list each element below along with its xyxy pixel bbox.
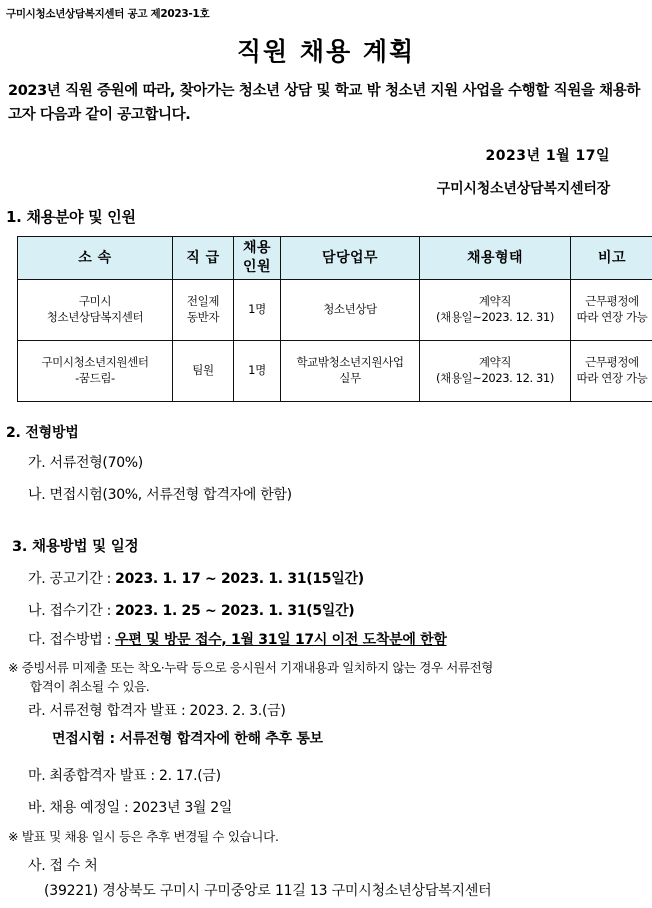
section3-item-b-value: 2023. 1. 25 ~ 2023. 1. 31(5일간) xyxy=(115,603,355,619)
section3-note-2: ※ 발표 및 채용 일시 등은 추후 변경될 수 있습니다. xyxy=(8,829,279,844)
section3-item-d-interview: 면접시험 : 서류전형 합격자에 한해 추후 통보 xyxy=(52,731,323,747)
cell-affiliation-line2: -꿈드림- xyxy=(75,371,115,385)
cell-affiliation xyxy=(18,341,173,402)
column-header-count-line2: 인원 xyxy=(242,259,272,275)
cell-count: 1명 xyxy=(234,341,281,402)
cell-duty xyxy=(281,341,420,402)
column-header-rank: 직 급 xyxy=(173,237,234,280)
column-header-duty: 담당업무 xyxy=(281,237,420,280)
cell-type xyxy=(420,280,571,341)
table-header xyxy=(18,237,652,280)
cell-type-line1: 계약직 xyxy=(478,355,512,370)
issuing-organization: 구미시청소년상담복지센터장 xyxy=(436,181,610,197)
issue-date: 2023년 1월 17일 xyxy=(485,148,610,164)
section3-item-d: 라. 서류전형 합격자 발표 : 2023. 2. 3.(금) xyxy=(28,703,286,719)
cell-affiliation-line1: 구미시 xyxy=(78,294,112,309)
cell-affiliation-line1: 구미시청소년지원센터 xyxy=(41,355,149,370)
section3-address: (39221) 경상북도 구미시 구미중앙로 11길 13 구미시청소년상담복지센터 xyxy=(44,883,492,899)
section3-title: 3. 채용방법 및 일정 xyxy=(12,539,139,555)
section3-item-c-value: 우편 및 방문 접수, 1월 31일 17시 이전 도착분에 한함 xyxy=(115,632,447,648)
section3-item-g: 사. 접 수 처 xyxy=(28,858,98,874)
cell-rank: 팀원 xyxy=(173,341,234,402)
section3-note-1-line1: ※ 증빙서류 미제출 또는 착오·누락 등으로 응시원서 기재내용과 일치하지 않는 경우 서류전형 xyxy=(8,660,493,675)
cell-note xyxy=(571,280,652,341)
section3-note-1-line2: 합격이 취소될 수 있음. xyxy=(30,678,150,694)
table-header-row xyxy=(18,237,652,280)
cell-note-line1: 근무평정에 xyxy=(585,355,639,370)
cell-note xyxy=(571,341,652,402)
section2-item-a: 가. 서류전형(70%) xyxy=(28,455,143,471)
header-notice-number: 구미시청소년상담복지센터 공고 제2023-1호 xyxy=(6,8,210,20)
cell-rank-line1: 전일제 xyxy=(186,294,220,309)
cell-note-line2: 따라 연장 가능 xyxy=(576,310,648,324)
cell-note-line1: 근무평정에 xyxy=(585,294,639,309)
section3-item-c-label: 다. 접수방법 : xyxy=(28,632,116,648)
cell-note-line2: 따라 연장 가능 xyxy=(576,371,648,385)
cell-count: 1명 xyxy=(234,280,281,341)
table-body xyxy=(18,280,652,402)
section2-item-b: 나. 면접시험(30%, 서류전형 합격자에 한함) xyxy=(28,487,292,503)
section1-title: 1. 채용분야 및 인원 xyxy=(6,208,136,226)
section2-title: 2. 전형방법 xyxy=(6,425,79,441)
cell-affiliation xyxy=(18,280,173,341)
cell-rank-line2: 동반자 xyxy=(186,310,220,324)
column-header-affiliation: 소 속 xyxy=(18,237,173,280)
column-header-count xyxy=(234,237,281,280)
cell-type-line2: (채용일~2023. 12. 31) xyxy=(436,371,554,385)
table-row xyxy=(18,341,652,402)
intro-paragraph: 2023년 직원 증원에 따라, 찾아가는 청소년 상담 및 학교 밖 청소년 지원 사업을 수행할 직원을 채용하고자 다음과 같이 공고합니다. xyxy=(8,83,640,123)
cell-type xyxy=(420,341,571,402)
cell-type-line2: (채용일~2023. 12. 31) xyxy=(436,310,554,324)
recruitment-table xyxy=(17,236,652,402)
column-header-type: 채용형태 xyxy=(420,237,571,280)
section3-note-1 xyxy=(8,659,644,697)
section3-item-a xyxy=(28,568,364,588)
cell-rank xyxy=(173,280,234,341)
section3-item-a-value: 2023. 1. 17 ~ 2023. 1. 31(15일간) xyxy=(115,571,364,587)
section3-item-b xyxy=(28,600,354,620)
section3-item-b-label: 나. 접수기간 : xyxy=(28,603,116,619)
page-title: 직원 채용 계획 xyxy=(236,37,416,66)
column-header-count-line1: 채용 xyxy=(242,240,272,257)
cell-type-line1: 계약직 xyxy=(478,294,512,309)
cell-duty: 청소년상담 xyxy=(281,280,420,341)
cell-affiliation-line2: 청소년상담복지센터 xyxy=(46,310,144,324)
section3-item-c xyxy=(28,629,447,649)
section3-item-f: 바. 채용 예정일 : 2023년 3월 2일 xyxy=(28,800,233,816)
cell-duty-line1: 학교밖청소년지원사업 xyxy=(296,355,404,370)
column-header-note: 비고 xyxy=(571,237,652,280)
section3-item-e: 마. 최종합격자 발표 : 2. 17.(금) xyxy=(28,768,221,784)
table-row xyxy=(18,280,652,341)
cell-duty-line2: 실무 xyxy=(339,371,361,385)
section3-item-a-label: 가. 공고기간 : xyxy=(28,571,116,587)
